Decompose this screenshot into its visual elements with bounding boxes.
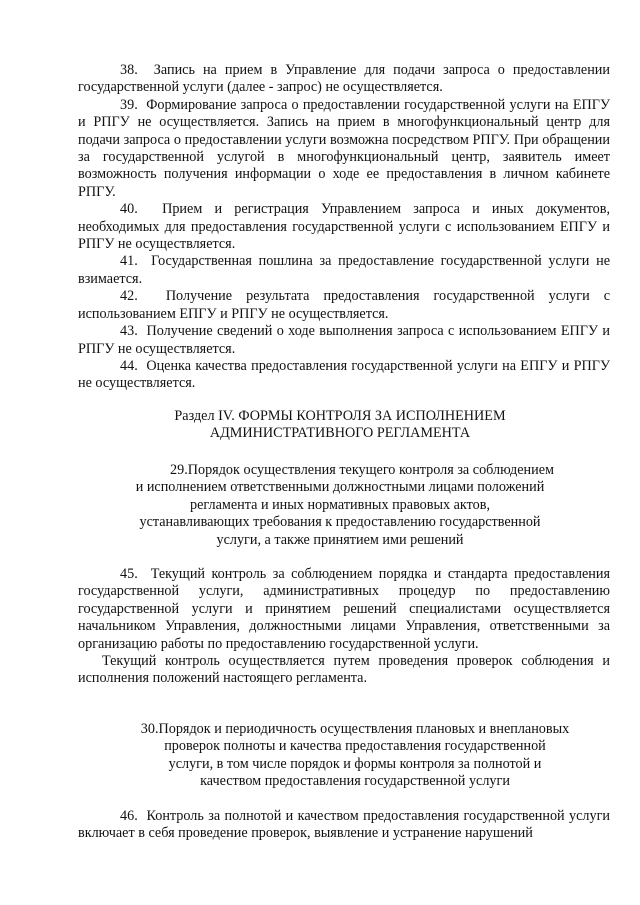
paragraph-46-block (78, 808, 610, 843)
subheading-29-line: 29.Порядок осуществления текущего контроля за соблюдением (170, 462, 554, 478)
section-heading (90, 408, 590, 443)
subheading-29-line: регламента и иных нормативных правовых актов, (190, 496, 490, 513)
subheading-30 (110, 721, 600, 791)
paragraph-45-block (78, 566, 610, 688)
subheading-29-line: и исполнением ответственными должностными лицами положений (135, 479, 545, 496)
paragraph-39: 39. Формирование запроса о предоставлении государственной услуги на ЕПГУ и РПГУ не осуществляется. Запись на прием в многофункциональный центр для подачи запроса о предоставлении услуги возможна посредством РПГУ. При обращении за государственной услугой в многофункциональный центр, заявитель имеет возможность получения информации о ходе ее предоставления в личном кабинете РПГУ. (78, 96, 610, 200)
subheading-30-line: 30.Порядок и периодичность осуществления плановых и внеплановых (140, 721, 570, 737)
subheading-29-line: устанавливающих требования к предоставлению государственной (139, 514, 541, 531)
paragraph-38: 38. Запись на прием в Управление для подачи запроса о предоставлении государственной услуги (далее - запрос) не осуществляется. (78, 62, 610, 96)
section-heading-line2: АДМИНИСТРАТИВНОГО РЕГЛАМЕНТА (209, 425, 471, 442)
paragraph-42: 42. Получение результата предоставления государственной услуги с использованием ЕПГУ и РПГУ не осуществляется. (78, 288, 610, 322)
subheading-29-line: услуги, а также принятием ими решений (216, 531, 464, 548)
subheading-30-line: качеством предоставления государственной услуги (200, 773, 510, 790)
subheading-30-line: услуги, в том числе порядок и формы контроля за полнотой и (168, 755, 542, 772)
paragraph-45: 45. Текущий контроль за соблюдением порядка и стандарта предоставления государственной услуги, административных процедур по предоставлению государственной услуги и принятием решений специалистами осуществляется начальником Управления, должностными лицами Управления, ответственными за организацию работы по предоставлению государственной услуги. (78, 566, 610, 652)
paragraph-45b: Текущий контроль осуществляется путем проведения проверок соблюдения и исполнения положений настоящего регламента. (78, 653, 610, 687)
subheading-30-line: проверок полноты и качества предоставления государственной (164, 738, 546, 755)
subheading-29 (90, 462, 590, 549)
paragraph-43: 43. Получение сведений о ходе выполнения запроса с использованием ЕПГУ и РПГУ не осуществляется. (78, 323, 610, 357)
paragraph-40: 40. Прием и регистрация Управлением запроса и иных документов, необходимых для предоставления государственной услуги с использованием ЕПГУ и РПГУ не осуществляется. (78, 201, 610, 253)
section-heading-line1: Раздел IV. ФОРМЫ КОНТРОЛЯ ЗА ИСПОЛНЕНИЕМ (174, 408, 506, 424)
paragraph-41: 41. Государственная пошлина за предоставление государственной услуги не взимается. (78, 253, 610, 287)
paragraph-46: 46. Контроль за полнотой и качеством предоставления государственной услуги включает в себя проведение проверок, выявление и устранение нарушений (78, 808, 610, 842)
paragraphs-top (78, 62, 610, 393)
paragraph-44: 44. Оценка качества предоставления государственной услуги на ЕПГУ и РПГУ не осуществляется. (78, 357, 610, 392)
